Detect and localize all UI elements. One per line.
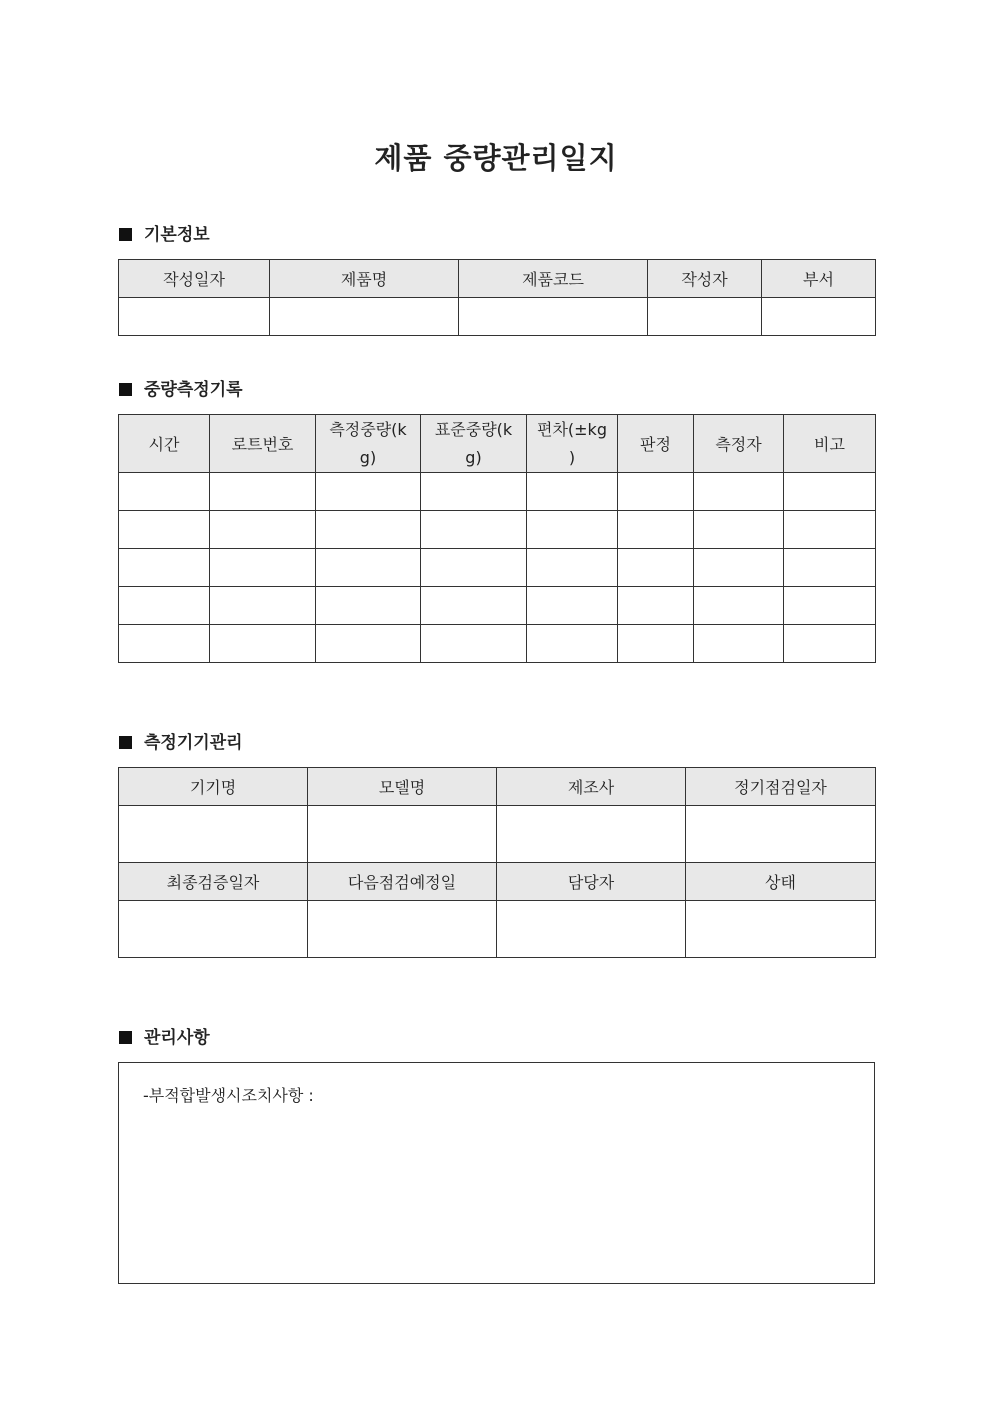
square-bullet-icon: [119, 383, 132, 396]
header-cell-product-name: 제품명: [270, 260, 459, 298]
input-cell-device-name[interactable]: [119, 806, 308, 863]
input-cell-last-verification-date[interactable]: [119, 901, 308, 958]
header-cell-judgment: 판정: [618, 415, 694, 473]
table-row: [119, 473, 876, 511]
input-cell[interactable]: [210, 473, 316, 511]
input-cell[interactable]: [618, 587, 694, 625]
input-cell[interactable]: [316, 473, 421, 511]
input-cell[interactable]: [421, 511, 527, 549]
input-cell[interactable]: [784, 549, 876, 587]
table-row: [119, 587, 876, 625]
input-cell[interactable]: [784, 511, 876, 549]
table-header-row: [119, 260, 876, 298]
input-cell[interactable]: [119, 625, 210, 663]
header-cell-deviation: 편차(±kg ): [527, 415, 618, 473]
nonconformity-action-label: -부적합발생시조치사항 :: [143, 1086, 314, 1105]
input-cell[interactable]: [421, 587, 527, 625]
section-heading-label: 관리사항: [144, 1028, 210, 1048]
square-bullet-icon: [119, 228, 132, 241]
header-cell-status: 상태: [686, 863, 876, 901]
table-row: [119, 298, 876, 336]
management-notes-box[interactable]: [118, 1062, 875, 1284]
input-cell[interactable]: [694, 511, 784, 549]
input-cell[interactable]: [694, 473, 784, 511]
header-cell-lot-number: 로트번호: [210, 415, 316, 473]
equipment-table: [118, 767, 876, 958]
input-cell-product-name[interactable]: [270, 298, 459, 336]
table-row: [119, 901, 876, 958]
input-cell[interactable]: [694, 625, 784, 663]
input-cell-status[interactable]: [686, 901, 876, 958]
header-cell-next-inspection-date: 다음점검예정일: [308, 863, 497, 901]
section-heading-equipment: [119, 731, 243, 755]
table-header-row: [119, 768, 876, 806]
input-cell[interactable]: [527, 511, 618, 549]
input-cell[interactable]: [119, 549, 210, 587]
input-cell[interactable]: [618, 549, 694, 587]
input-cell[interactable]: [119, 473, 210, 511]
weight-records-table: [118, 414, 876, 663]
input-cell[interactable]: [527, 625, 618, 663]
basic-info-table: [118, 259, 876, 336]
table-row: [119, 511, 876, 549]
input-cell-manager[interactable]: [497, 901, 686, 958]
header-cell-model-name: 모델명: [308, 768, 497, 806]
input-cell[interactable]: [527, 473, 618, 511]
input-cell-date[interactable]: [119, 298, 270, 336]
input-cell[interactable]: [210, 625, 316, 663]
section-heading-label: 중량측정기록: [144, 380, 243, 400]
header-cell-inspection-date: 정기점검일자: [686, 768, 876, 806]
section-heading-weight-records: [119, 378, 243, 402]
input-cell[interactable]: [421, 473, 527, 511]
section-heading-basic-info: [119, 223, 210, 247]
table-row: [119, 806, 876, 863]
input-cell[interactable]: [784, 625, 876, 663]
input-cell[interactable]: [618, 511, 694, 549]
header-cell-device-name: 기기명: [119, 768, 308, 806]
input-cell[interactable]: [618, 473, 694, 511]
header-cell-product-code: 제품코드: [459, 260, 648, 298]
input-cell[interactable]: [316, 625, 421, 663]
input-cell-model-name[interactable]: [308, 806, 497, 863]
input-cell-manufacturer[interactable]: [497, 806, 686, 863]
input-cell[interactable]: [421, 549, 527, 587]
input-cell-product-code[interactable]: [459, 298, 648, 336]
header-cell-last-verification-date: 최종검증일자: [119, 863, 308, 901]
header-cell-time: 시간: [119, 415, 210, 473]
header-cell-standard-weight: 표준중량(k g): [421, 415, 527, 473]
input-cell[interactable]: [694, 587, 784, 625]
header-cell-measurer: 측정자: [694, 415, 784, 473]
header-cell-date: 작성일자: [119, 260, 270, 298]
input-cell[interactable]: [316, 511, 421, 549]
input-cell[interactable]: [316, 549, 421, 587]
header-cell-manufacturer: 제조사: [497, 768, 686, 806]
input-cell-department[interactable]: [762, 298, 876, 336]
page-title: 제품 중량관리일지: [374, 141, 618, 175]
table-header-row: [119, 863, 876, 901]
header-cell-department: 부서: [762, 260, 876, 298]
input-cell[interactable]: [527, 549, 618, 587]
square-bullet-icon: [119, 736, 132, 749]
input-cell[interactable]: [210, 587, 316, 625]
input-cell-inspection-date[interactable]: [686, 806, 876, 863]
input-cell[interactable]: [527, 587, 618, 625]
section-heading-management: [119, 1026, 210, 1050]
header-cell-measured-weight: 측정중량(k g): [316, 415, 421, 473]
header-cell-remarks: 비고: [784, 415, 876, 473]
input-cell[interactable]: [119, 587, 210, 625]
header-cell-manager: 담당자: [497, 863, 686, 901]
input-cell[interactable]: [618, 625, 694, 663]
section-heading-label: 기본정보: [144, 225, 210, 245]
input-cell[interactable]: [421, 625, 527, 663]
input-cell[interactable]: [784, 587, 876, 625]
input-cell-author[interactable]: [648, 298, 762, 336]
input-cell[interactable]: [784, 473, 876, 511]
input-cell-next-inspection-date[interactable]: [308, 901, 497, 958]
table-row: [119, 625, 876, 663]
input-cell[interactable]: [316, 587, 421, 625]
header-cell-author: 작성자: [648, 260, 762, 298]
input-cell[interactable]: [210, 511, 316, 549]
input-cell[interactable]: [119, 511, 210, 549]
input-cell[interactable]: [694, 549, 784, 587]
table-header-row: [119, 415, 876, 473]
section-heading-label: 측정기기관리: [144, 733, 243, 753]
square-bullet-icon: [119, 1031, 132, 1044]
input-cell[interactable]: [210, 549, 316, 587]
table-row: [119, 549, 876, 587]
